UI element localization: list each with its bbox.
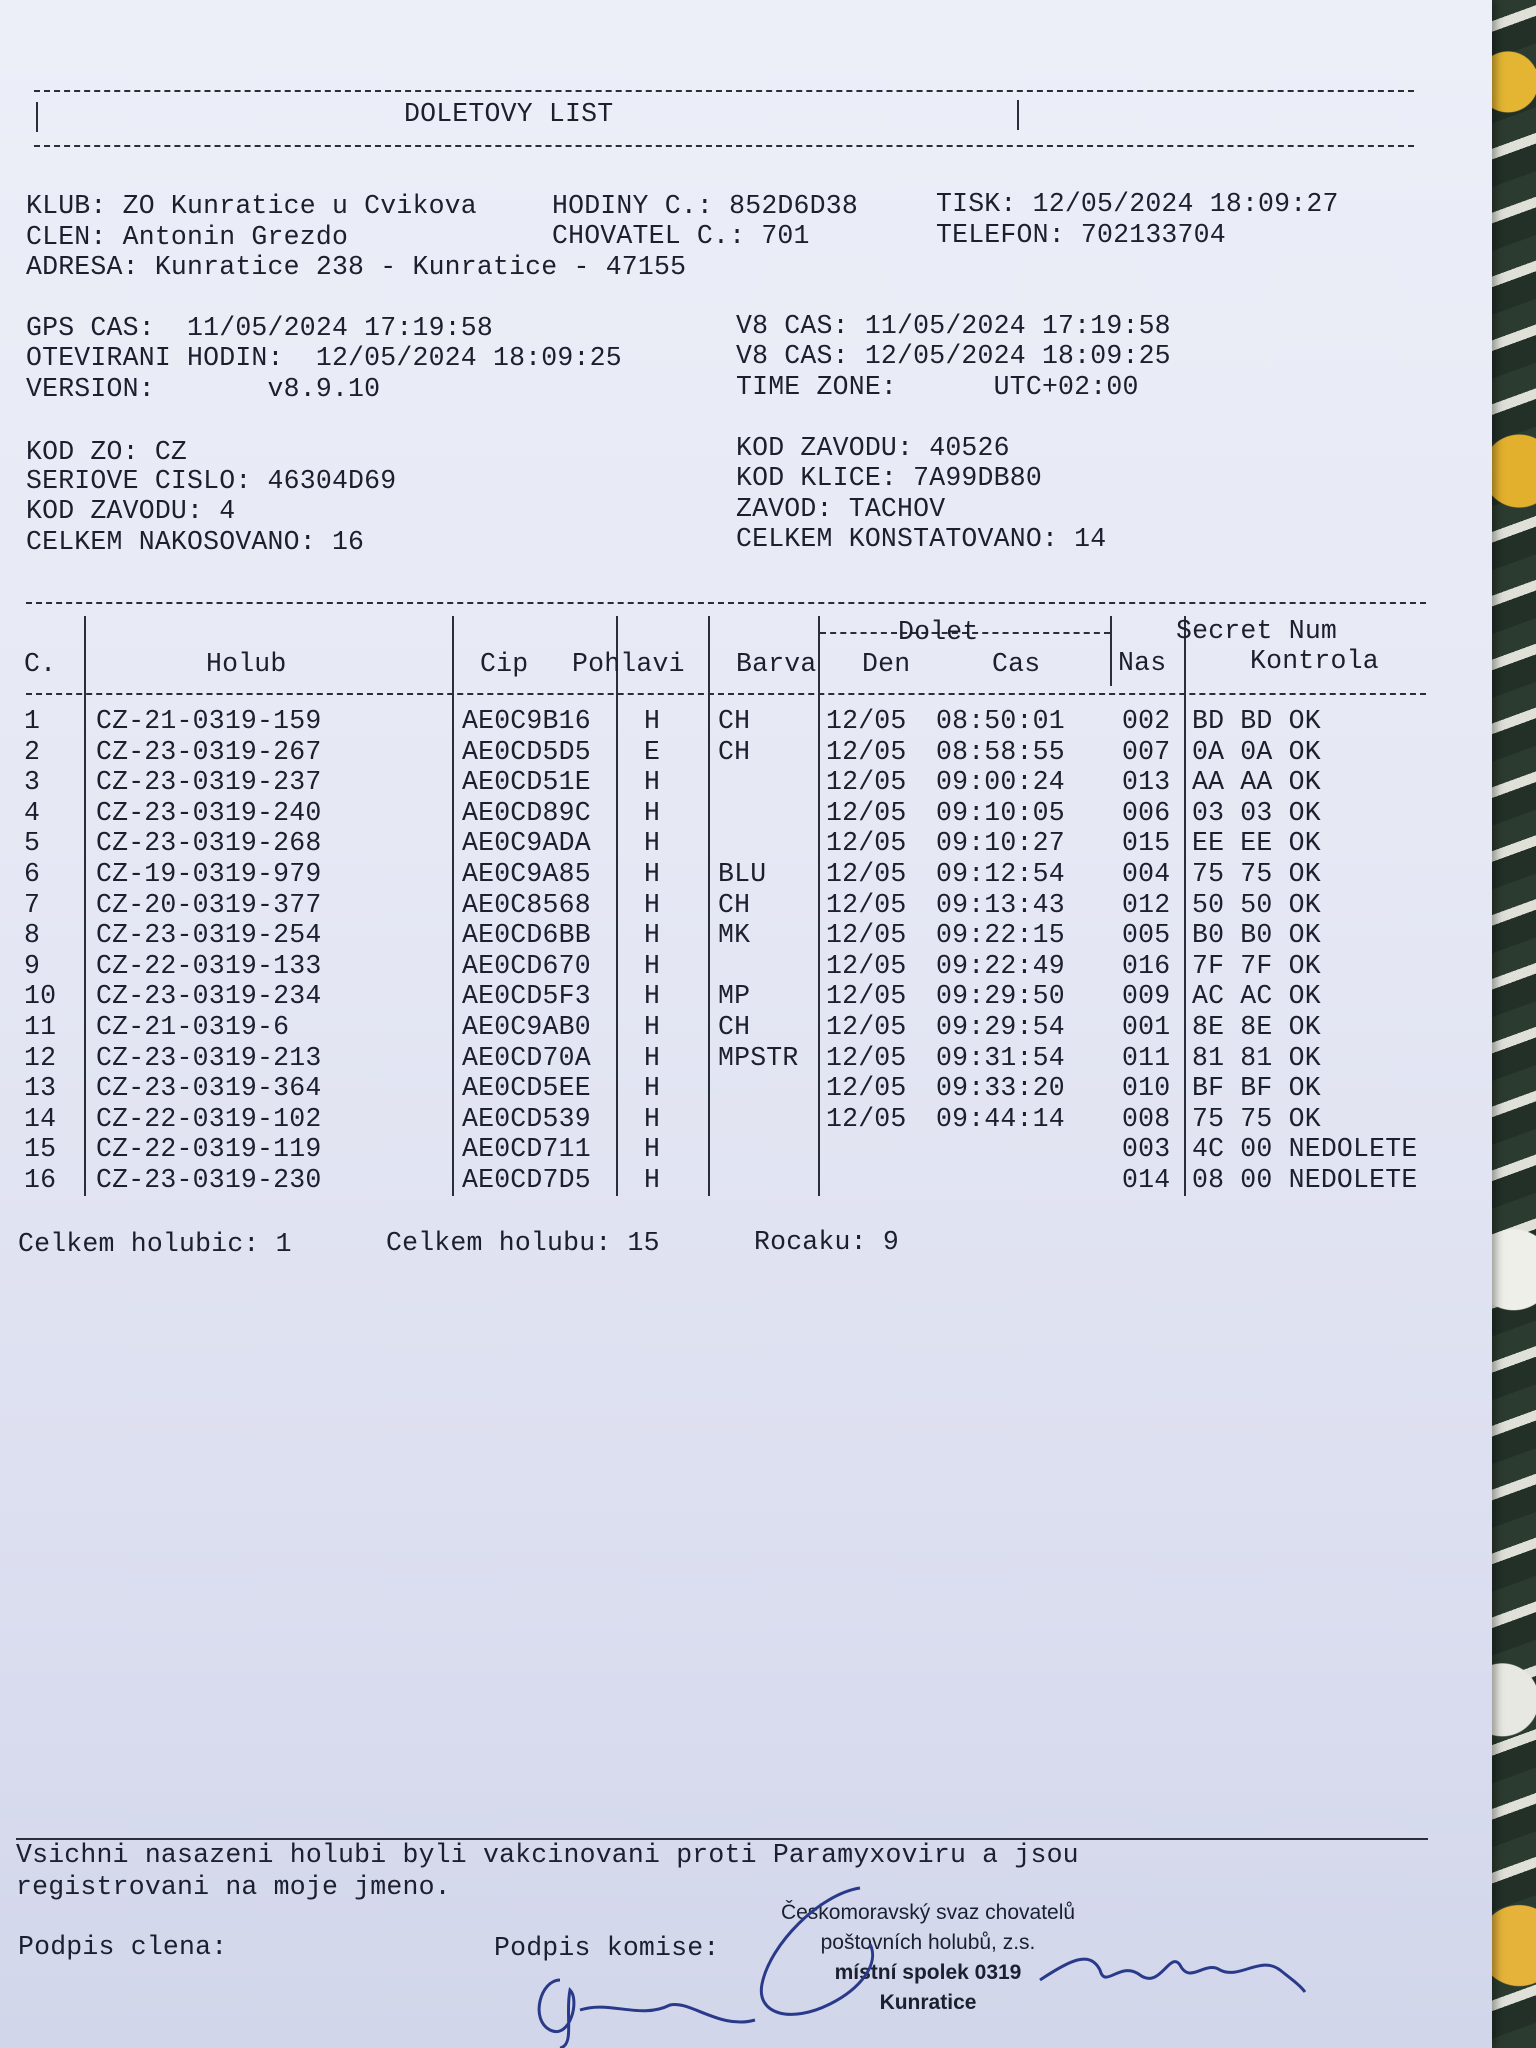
cell-barva: MK xyxy=(718,920,751,951)
cell-nas: 003 xyxy=(1122,1134,1171,1165)
header-pohlavi: Pohlavi xyxy=(572,649,685,679)
cell-cip: AE0CD5EE xyxy=(462,1073,591,1104)
cell-den: 12/05 xyxy=(826,1073,907,1104)
cell-barva: CH xyxy=(718,889,751,920)
cell-nas: 012 xyxy=(1122,889,1171,920)
v8-cas-2-field: V8 CAS: 12/05/2024 18:09:25 xyxy=(736,341,1171,371)
chovatel-field: CHOVATEL C.: 701 xyxy=(552,221,810,251)
celkem-konstatovano-field: CELKEM KONSTATOVANO: 14 xyxy=(736,524,1107,554)
cell-c: 14 xyxy=(24,1103,57,1134)
cell-kontrola: 0A 0A OK xyxy=(1192,736,1321,767)
cell-nas: 015 xyxy=(1122,828,1171,859)
cell-cip: AE0CD51E xyxy=(462,767,591,798)
cell-den: 12/05 xyxy=(826,889,907,920)
cell-holub: CZ-23-0319-240 xyxy=(96,797,322,828)
rocaku: Rocaku: 9 xyxy=(754,1227,899,1257)
stamp-line-2: poštovních holubů, z.s. xyxy=(820,1931,1036,1954)
cell-pohlavi: H xyxy=(644,920,661,951)
cell-kontrola: EE EE OK xyxy=(1192,828,1321,859)
cell-den: 12/05 xyxy=(826,828,907,859)
cell-den: 12/05 xyxy=(826,767,907,798)
cell-cas: 09:12:54 xyxy=(936,859,1065,889)
cell-kontrola: AA AA OK xyxy=(1192,767,1321,798)
clen-field: CLEN: Antonin Grezdo xyxy=(26,222,349,252)
cell-cas: 09:31:54 xyxy=(936,1042,1065,1073)
cell-pohlavi: H xyxy=(644,950,661,981)
cell-cip: AE0CD539 xyxy=(462,1103,591,1134)
cell-pohlavi: H xyxy=(644,1103,661,1134)
cell-den: 12/05 xyxy=(826,981,907,1012)
otevirani-hodin-field: OTEVIRANI HODIN: 12/05/2024 18:09:25 xyxy=(26,343,622,373)
cell-holub: CZ-21-0319-6 xyxy=(96,1012,290,1042)
v8-cas-1-field: V8 CAS: 11/05/2024 17:19:58 xyxy=(736,311,1171,341)
cell-pohlavi: H xyxy=(644,859,661,889)
cell-cas: 08:58:55 xyxy=(936,736,1065,767)
adresa-field: ADRESA: Kunratice 238 - Kunratice - 47155 xyxy=(26,252,687,282)
cell-cip: AE0C9B16 xyxy=(462,706,591,736)
cell-barva: CH xyxy=(718,736,751,767)
cell-den: 12/05 xyxy=(826,1103,907,1134)
seriove-cislo-field: SERIOVE CISLO: 46304D69 xyxy=(26,466,397,496)
table-header-rule xyxy=(26,693,1426,695)
stamp-line-4: Kunratice xyxy=(879,1991,977,2014)
cell-nas: 010 xyxy=(1122,1073,1171,1104)
cell-cas: 09:33:20 xyxy=(936,1073,1065,1104)
cell-pohlavi: H xyxy=(644,767,661,798)
stamp-line-1: Českomoravský svaz chovatelů xyxy=(780,1901,1076,1924)
cell-nas: 013 xyxy=(1122,767,1171,798)
cell-c: 10 xyxy=(24,981,57,1012)
kod-zavodu-left-field: KOD ZAVODU: 4 xyxy=(26,496,236,526)
cell-cas: 09:13:43 xyxy=(936,889,1065,920)
header-holub: Holub xyxy=(206,649,287,679)
cell-nas: 006 xyxy=(1122,797,1171,828)
cell-c: 5 xyxy=(24,828,41,859)
cell-c: 8 xyxy=(24,920,41,951)
col-sep-7 xyxy=(1110,646,1112,686)
cell-holub: CZ-23-0319-230 xyxy=(96,1165,322,1195)
cell-cip: AE0CD6BB xyxy=(462,920,591,951)
cell-cip: AE0C9AB0 xyxy=(462,1012,591,1042)
celkem-holubu: Celkem holubu: 15 xyxy=(386,1228,660,1258)
cell-pohlavi: H xyxy=(644,828,661,859)
cell-nas: 007 xyxy=(1122,736,1171,767)
cell-c: 3 xyxy=(24,767,41,798)
header-cip: Cip xyxy=(480,649,529,679)
cell-den: 12/05 xyxy=(826,706,907,736)
header-kontrola: Kontrola xyxy=(1250,646,1379,676)
cell-cip: AE0CD711 xyxy=(462,1134,591,1165)
committee-signature xyxy=(1030,1940,1310,2010)
cell-cip: AE0C8568 xyxy=(462,889,591,920)
cell-kontrola: 75 75 OK xyxy=(1192,859,1321,889)
header-barva: Barva xyxy=(736,649,817,679)
header-dolet: Dolet xyxy=(898,617,979,647)
cell-kontrola: BF BF OK xyxy=(1192,1073,1321,1104)
cell-pohlavi: H xyxy=(644,981,661,1012)
cell-c: 9 xyxy=(24,950,41,981)
zavod-field: ZAVOD: TACHOV xyxy=(736,494,946,524)
cell-pohlavi: H xyxy=(644,1134,661,1165)
cell-holub: CZ-22-0319-119 xyxy=(96,1134,322,1165)
cell-holub: CZ-23-0319-213 xyxy=(96,1042,322,1073)
cell-nas: 008 xyxy=(1122,1103,1171,1134)
committee-signature-flourish xyxy=(750,1884,890,2034)
cell-pohlavi: H xyxy=(644,1073,661,1104)
header-c: C. xyxy=(24,649,57,679)
podpis-clena-label: Podpis clena: xyxy=(18,1932,228,1962)
title-box-divider xyxy=(1017,100,1019,130)
tisk-field: TISK: 12/05/2024 18:09:27 xyxy=(936,189,1339,219)
cell-nas: 016 xyxy=(1122,950,1171,981)
col-sep-8 xyxy=(1184,616,1186,1196)
klub-field: KLUB: ZO Kunratice u Cvikova xyxy=(26,191,477,221)
celkem-nakosovano-field: CELKEM NAKOSOVANO: 16 xyxy=(26,527,365,557)
cell-nas: 009 xyxy=(1122,981,1171,1012)
cell-c: 1 xyxy=(24,706,41,736)
cell-cas: 09:29:54 xyxy=(936,1012,1065,1042)
title-box-bottom-rule xyxy=(34,145,1414,147)
cell-cas: 09:22:49 xyxy=(936,950,1065,981)
cell-c: 4 xyxy=(24,797,41,828)
cell-holub: CZ-23-0319-268 xyxy=(96,828,322,859)
cell-cas: 09:29:50 xyxy=(936,981,1065,1012)
cell-kontrola: 75 75 OK xyxy=(1192,1103,1321,1134)
cell-den: 12/05 xyxy=(826,1042,907,1073)
col-sep-6 xyxy=(1110,616,1112,646)
cell-holub: CZ-22-0319-133 xyxy=(96,950,322,981)
cell-nas: 014 xyxy=(1122,1165,1171,1195)
cell-nas: 002 xyxy=(1122,706,1171,736)
cell-barva: MP xyxy=(718,981,751,1012)
cell-kontrola: 8E 8E OK xyxy=(1192,1012,1321,1042)
cell-holub: CZ-22-0319-102 xyxy=(96,1103,322,1134)
hodiny-field: HODINY C.: 852D6D38 xyxy=(552,191,858,221)
gps-cas-field: GPS CAS: 11/05/2024 17:19:58 xyxy=(26,313,493,343)
kod-klice-field: KOD KLICE: 7A99DB80 xyxy=(736,463,1042,493)
cell-c: 15 xyxy=(24,1134,57,1165)
cell-pohlavi: H xyxy=(644,706,661,736)
cell-c: 12 xyxy=(24,1042,57,1073)
version-field: VERSION: v8.9.10 xyxy=(26,374,381,404)
telefon-field: TELEFON: 702133704 xyxy=(936,220,1226,250)
col-sep-2 xyxy=(452,616,454,1196)
cell-holub: CZ-23-0319-254 xyxy=(96,920,322,951)
cell-kontrola: 81 81 OK xyxy=(1192,1042,1321,1073)
cell-cas: 08:50:01 xyxy=(936,706,1065,736)
page-title: DOLETOVY LIST xyxy=(404,99,614,129)
cell-pohlavi: H xyxy=(644,1012,661,1042)
cell-kontrola: 03 03 OK xyxy=(1192,797,1321,828)
cell-kontrola: B0 B0 OK xyxy=(1192,920,1321,951)
cell-cas: 09:10:27 xyxy=(936,828,1065,859)
cell-kontrola: 4C 00 NEDOLETE xyxy=(1192,1134,1418,1165)
cell-kontrola: 50 50 OK xyxy=(1192,889,1321,920)
col-sep-3 xyxy=(616,616,618,1196)
cell-den: 12/05 xyxy=(826,1012,907,1042)
cell-pohlavi: H xyxy=(644,1165,661,1195)
title-box-left-rule xyxy=(36,102,38,132)
time-zone-field: TIME ZONE: UTC+02:00 xyxy=(736,372,1139,402)
cell-cas: 09:44:14 xyxy=(936,1103,1065,1134)
cell-kontrola: BD BD OK xyxy=(1192,706,1321,736)
vaccination-statement-line2: registrovani na moje jmeno. xyxy=(16,1872,451,1902)
kod-zo-field: KOD ZO: CZ xyxy=(26,437,188,467)
cell-holub: CZ-23-0319-237 xyxy=(96,767,322,798)
cell-holub: CZ-23-0319-267 xyxy=(96,736,322,767)
cell-den: 12/05 xyxy=(826,797,907,828)
cell-c: 11 xyxy=(24,1012,57,1042)
cell-cas: 09:00:24 xyxy=(936,767,1065,798)
cell-den: 12/05 xyxy=(826,950,907,981)
cell-kontrola: 7F 7F OK xyxy=(1192,950,1321,981)
cell-nas: 005 xyxy=(1122,920,1171,951)
cell-cip: AE0CD7D5 xyxy=(462,1165,591,1195)
cell-barva: BLU xyxy=(718,859,767,889)
cell-den: 12/05 xyxy=(826,920,907,951)
header-cas: Cas xyxy=(992,649,1041,679)
cell-den: 12/05 xyxy=(826,736,907,767)
cell-cip: AE0C9ADA xyxy=(462,828,591,859)
cell-kontrola: 08 00 NEDOLETE xyxy=(1192,1165,1418,1195)
stamp-line-3: místní spolek 0319 xyxy=(834,1961,1022,1984)
member-signature xyxy=(520,1960,760,2048)
cell-cip: AE0C9A85 xyxy=(462,859,591,889)
cell-cip: AE0CD5D5 xyxy=(462,736,591,767)
cell-nas: 004 xyxy=(1122,859,1171,889)
cell-cip: AE0CD670 xyxy=(462,950,591,981)
cell-holub: CZ-20-0319-377 xyxy=(96,889,322,920)
cell-c: 6 xyxy=(24,859,41,889)
cell-cip: AE0CD70A xyxy=(462,1042,591,1073)
cell-barva: CH xyxy=(718,1012,751,1042)
podpis-komise-label: Podpis komise: xyxy=(494,1933,720,1963)
col-sep-5 xyxy=(818,616,820,1196)
header-secret-num: Secret Num xyxy=(1176,616,1338,646)
cell-holub: CZ-23-0319-364 xyxy=(96,1073,322,1104)
header-den: Den xyxy=(862,649,911,679)
col-sep-1 xyxy=(84,616,86,1196)
cell-holub: CZ-21-0319-159 xyxy=(96,706,322,736)
cell-cas: 09:22:15 xyxy=(936,920,1065,951)
cell-nas: 011 xyxy=(1122,1042,1171,1073)
cell-den: 12/05 xyxy=(826,859,907,889)
cell-holub: CZ-23-0319-234 xyxy=(96,981,322,1012)
cell-barva: MPSTR xyxy=(718,1042,799,1073)
cell-pohlavi: H xyxy=(644,797,661,828)
cell-holub: CZ-19-0319-979 xyxy=(96,859,322,889)
cell-pohlavi: H xyxy=(644,889,661,920)
cell-c: 2 xyxy=(24,736,41,767)
cell-c: 13 xyxy=(24,1073,57,1104)
celkem-holubic: Celkem holubic: 1 xyxy=(18,1229,292,1259)
title-box-top-rule xyxy=(34,90,1414,92)
header-nas: Nas xyxy=(1118,648,1167,678)
cell-c: 7 xyxy=(24,889,41,920)
cell-cas: 09:10:05 xyxy=(936,797,1065,828)
cell-kontrola: AC AC OK xyxy=(1192,981,1321,1012)
cell-barva: CH xyxy=(718,706,751,736)
cell-pohlavi: H xyxy=(644,1042,661,1073)
vaccination-statement-line1: Vsichni nasazeni holubi byli vakcinovani proti Paramyxoviru a jsou xyxy=(16,1840,1079,1870)
kod-zavodu-right-field: KOD ZAVODU: 40526 xyxy=(736,433,1010,463)
cell-cip: AE0CD89C xyxy=(462,797,591,828)
cell-c: 16 xyxy=(24,1165,57,1195)
cell-pohlavi: E xyxy=(644,736,661,767)
cell-cip: AE0CD5F3 xyxy=(462,981,591,1012)
table-top-rule xyxy=(26,602,1426,604)
col-sep-4 xyxy=(708,616,710,1196)
cell-nas: 001 xyxy=(1122,1012,1171,1042)
